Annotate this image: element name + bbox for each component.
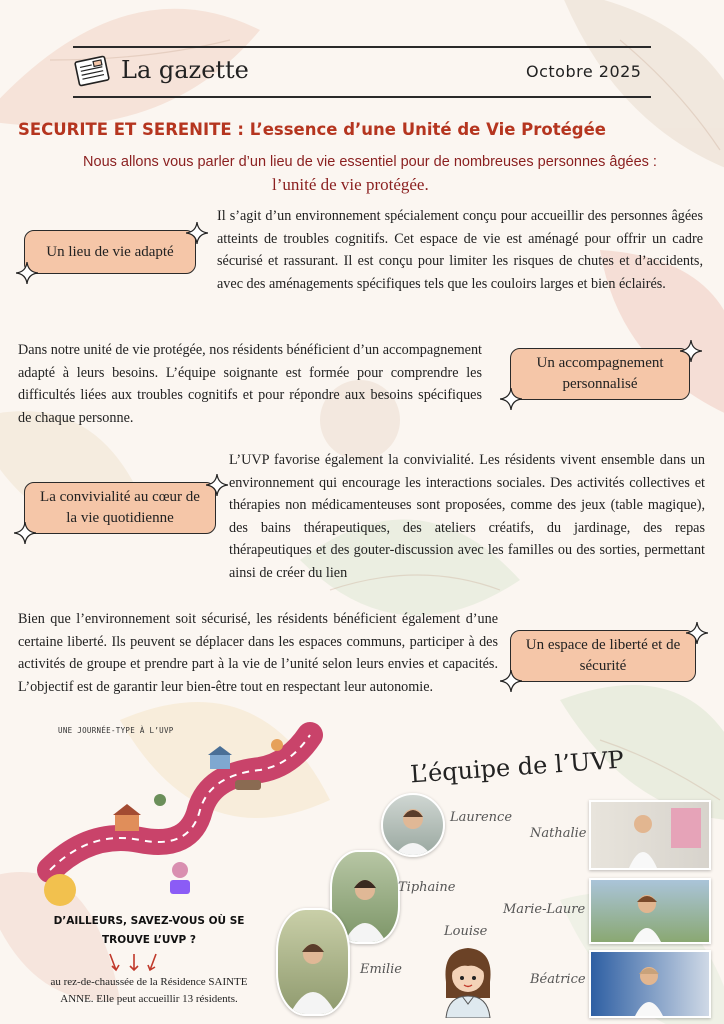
newsletter-title: La gazette xyxy=(121,56,249,84)
section-tag-2-label: Un accompagnement personnalisé xyxy=(536,355,664,392)
section-tag-4-label: Un espace de liberté et de sécurité xyxy=(525,637,681,674)
section-text-4: Bien que l’environnement soit sécurisé, les résidents bénéficient également d’une certaine liberté. Ils peuvent se déplacer dans les espaces communs, participer à des activités de groupe et prendre part à la vie de l’unité selon leurs envies et capacités. L’objectif est de garantir leur bien-être tout en respectant leur autonomie. xyxy=(18,611,498,695)
intro-line-2: l’unité de vie protégée. xyxy=(272,175,429,194)
team-photo-emilie xyxy=(276,908,350,1016)
team-name-tiphaine: Tiphaine xyxy=(398,880,456,895)
sparkle-icon xyxy=(186,222,208,244)
team-title: L’équipe de l’UVP xyxy=(409,745,625,789)
team-name-laurence: Laurence xyxy=(450,810,513,825)
sparkle-icon xyxy=(500,670,522,692)
section-tag-1 xyxy=(24,230,196,274)
team-name-emilie: Emilie xyxy=(360,962,402,977)
headline: SECURITE ET SERENITE : L’essence d’une Unité de Vie Protégée xyxy=(18,120,606,139)
team-photo-beatrice xyxy=(589,950,711,1018)
sparkle-icon xyxy=(206,474,228,496)
sparkle-icon xyxy=(680,340,702,362)
sparkle-icon xyxy=(686,622,708,644)
question-answer: au rez-de-chaussée de la Résidence SAINTE ANNE. Elle peut accueillir 13 résidents. xyxy=(50,976,248,1005)
issue-date: Octobre 2025 xyxy=(526,62,642,81)
team-name-nathalie: Nathalie xyxy=(530,826,587,841)
journey-label: UNE JOURNÉE-TYPE À L’UVP xyxy=(58,726,174,735)
team-photo-nathalie xyxy=(589,800,711,870)
question-title: D’AILLEURS, SAVEZ-VOUS OÙ SE TROUVE L’UVP ? xyxy=(53,915,245,946)
section-text-1: Il s’agit d’un environnement spécialement conçu pour accueillir des personnes âgées atteints de troubles cognitifs. Cet espace de vie est aménagé pour offrir un cadre sécurisé et rassurant. Il est conçu pour limiter les risques de chutes et d’accidents, avec des aménagements spécifiques tels que les couloirs larges et bien éclairés. xyxy=(217,208,703,292)
section-tag-2 xyxy=(510,348,690,400)
newspaper-icon xyxy=(73,55,113,89)
sparkle-icon xyxy=(16,262,38,284)
journey-road-illustration xyxy=(30,720,330,910)
team-avatar-louise xyxy=(436,942,500,1018)
section-tag-3 xyxy=(24,482,216,534)
section-text-2: Dans notre unité de vie protégée, nos résidents bénéficient d’un accompagnement adapté à leurs besoins. L’équipe soignante est formée pour comprendre les difficultés liées aux troubles cognitifs et pour répondre aux besoins spécifiques de chaque personne. xyxy=(18,342,482,426)
arrow-down-icon xyxy=(104,952,164,974)
section-text-3: L’UVP favorise également la convivialité. Les résidents vivent ensemble dans un environnement qui encourage les interactions sociales. Des activités collectives et thérapies non médicamenteuses sont proposées, comme des jeux (table magique), des bains thérapeutiques, des ateliers créatifs, du jardinage, des repas thérapeutiques et des gouter-discussion avec les familles ou des sorties, permettant ainsi de créer du lien xyxy=(229,452,705,581)
team-photo-laurence xyxy=(381,793,445,857)
sparkle-icon xyxy=(14,522,36,544)
team-photo-marie-laure xyxy=(589,878,711,944)
team-name-marie-laure: Marie-Laure xyxy=(503,902,586,917)
section-tag-4 xyxy=(510,630,696,682)
sparkle-icon xyxy=(500,388,522,410)
section-tag-1-label: Un lieu de vie adapté xyxy=(46,243,174,260)
intro-line-1: Nous allons vous parler d’un lieu de vie essentiel pour de nombreuses personnes âgées : xyxy=(83,154,657,170)
team-name-beatrice: Béatrice xyxy=(530,972,586,987)
team-name-louise: Louise xyxy=(444,924,488,939)
section-tag-3-label: La convivialité au cœur de la vie quotidienne xyxy=(40,489,200,526)
